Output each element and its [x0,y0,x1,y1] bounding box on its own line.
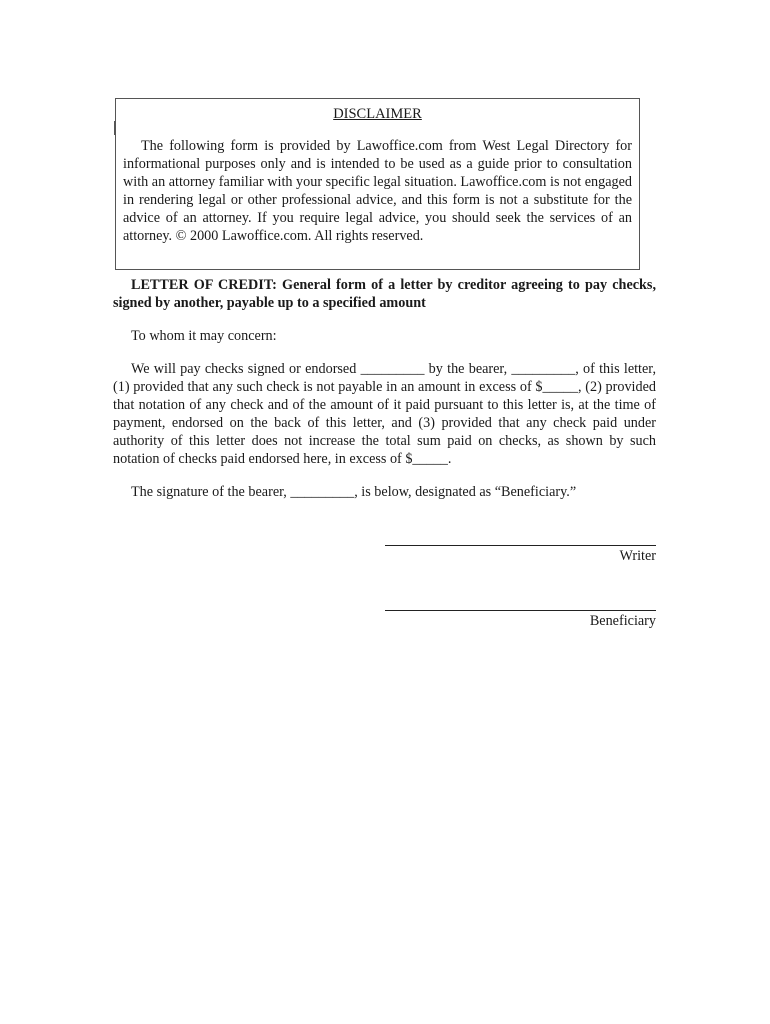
letter-salutation: To whom it may concern: [131,328,277,344]
letter-body [113,276,656,516]
writer-label: Writer [619,548,656,564]
letter-heading: LETTER OF CREDIT: General form of a letter by creditor agreeing to pay checks, signed by another, payable up to a specified amount [113,277,656,311]
beneficiary-label: Beneficiary [589,613,656,629]
letter-paragraph-terms: We will pay checks signed or endorsed _________ by the bearer, _________, of this letter, (1) provided that any such check is not payable in an amount in excess of $_____, (2) provided that notation of any check and of the amount of it paid pursuant to this letter is, at the time of payment, endorsed on the back of this letter, and (3) provided that any check paid under authority of this letter does not increase the total sum paid on checks, as shown by such notation of checks paid endorsed here, in excess of $_____. [113,361,656,467]
writer-signature-line [385,545,656,546]
disclaimer-title: DISCLAIMER [333,106,422,122]
letter-paragraph-signature: The signature of the bearer, _________, is below, designated as “Beneficiary.” [131,484,577,500]
beneficiary-signature-line [385,610,656,611]
writer-signature-block [385,545,656,565]
beneficiary-signature-block [385,610,656,630]
disclaimer-text: The following form is provided by Lawoffice.com from West Legal Directory for informational purposes only and is intended to be used as a guide prior to consultation with an attorney familiar with your specific legal situation. Lawoffice.com is not engaged in rendering legal or other professional advice, and this form is not a substitute for the advice of an attorney. If you require legal advice, you should seek the services of an attorney. © 2000 Lawoffice.com. All rights reserved. [123,138,632,244]
disclaimer-box [115,98,640,270]
